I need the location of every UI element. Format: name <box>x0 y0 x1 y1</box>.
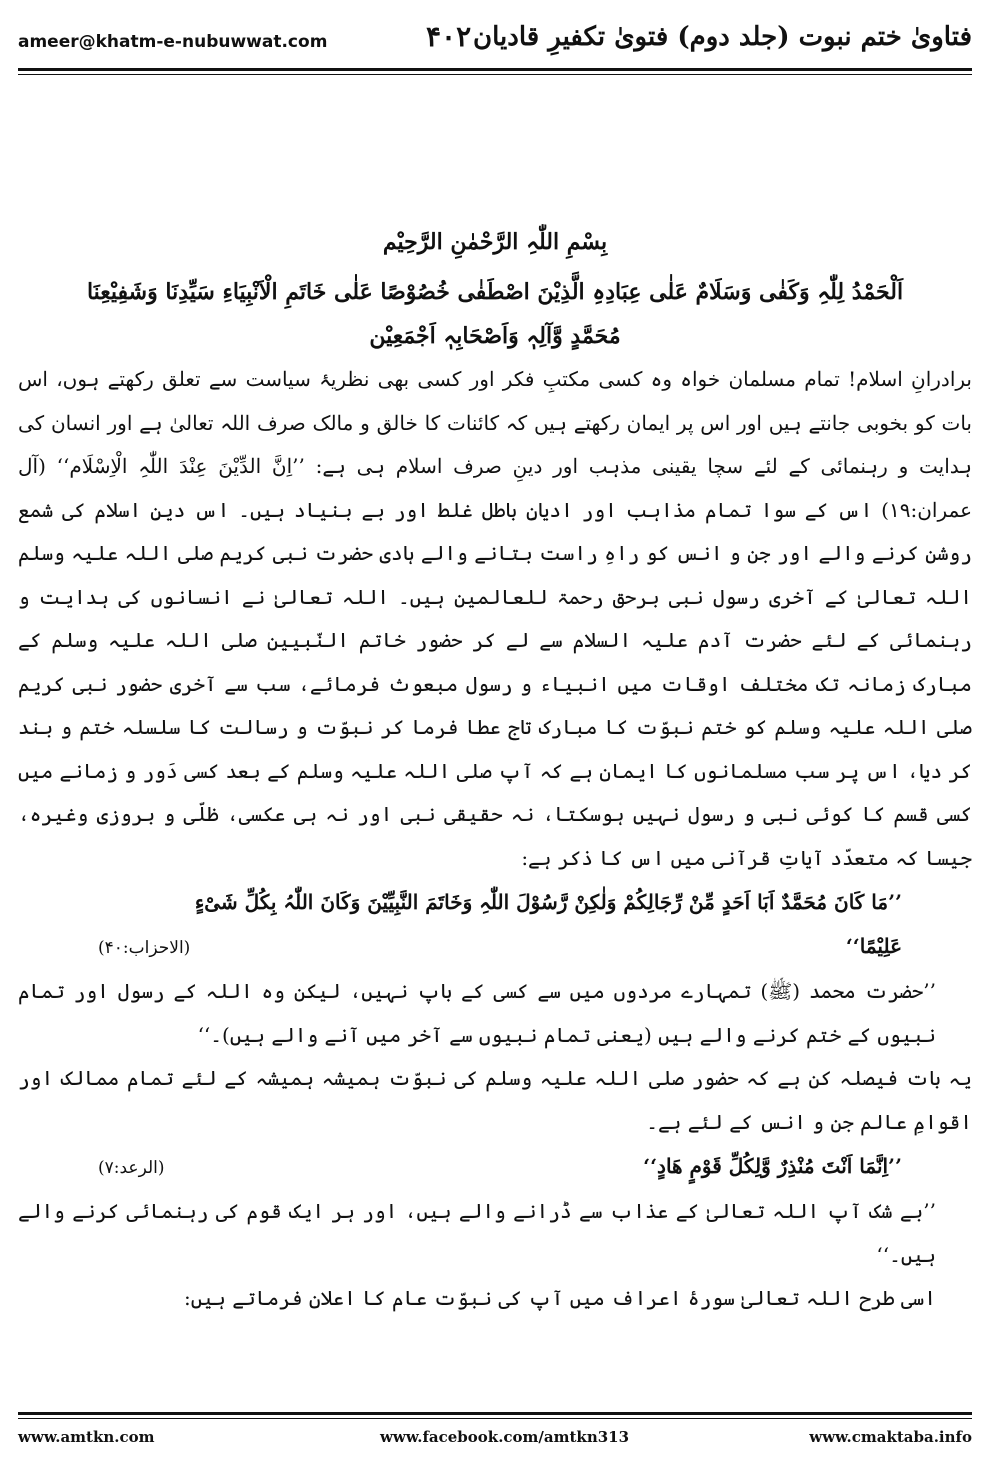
paragraph-2: یہ بات فیصلہ کن ہے کہ حضور صلی اللہ علیہ وسلم کی نبوّت ہمیشہ ہمیشہ کے لئے تمام ممالک اور اقوامِ عالم جن و انس کے لئے ہے۔ <box>18 1066 972 1134</box>
invocation-line-2: مُحَمَّدٍ وَّآلِہٖ وَاَصْحَابِہٖ اَجْمَعِیْن <box>369 323 621 349</box>
quran-verse-2-row <box>18 1144 972 1190</box>
footer-rule-thin <box>18 1418 972 1419</box>
page-number: ۴۰۲ <box>426 20 472 53</box>
translation-2: ’’بے شک آپ اللہ تعالیٰ کے عذاب سے ڈرانے والے ہیں، اور ہر ایک قوم کی رہنمائی کرنے والے ہیں۔‘‘ <box>18 1199 936 1267</box>
quran-verse-1-end: عَلِیْمًا‘‘ <box>845 934 902 958</box>
book-title: فتاویٰ ختم نبوت (جلد دوم) فتویٰ تکفیرِ قادیان <box>472 22 972 52</box>
header-email: ameer@khatm-e-nubuwwat.com <box>18 32 328 52</box>
invocation-line-1: اَلْحَمْدُ لِلّٰہِ وَکَفٰی وَسَلَامٌ عَلٰی عِبَادِہِ الَّذِیْنَ اصْطَفٰی خُصُوْصًا عَلٰی خَاتَمِ الْاَنْبِیَاءِ سَیِّدِنَا وَشَفِیْعِنَا <box>86 279 904 305</box>
bismillah: بِسْمِ اللّٰہِ الرَّحْمٰنِ الرَّحِیْم <box>382 229 608 255</box>
quran-verse-1-end-row <box>18 924 972 970</box>
verse-1-reference: (الاحزاب:۴۰) <box>98 938 191 958</box>
page-footer <box>18 1424 972 1450</box>
footer-url-center[interactable]: www.facebook.com/amtkn313 <box>380 1428 630 1446</box>
paragraph-3: اسی طرح اللہ تعالیٰ سورۂ اعراف میں آپ کی نبوّت عام کا اعلان فرماتے ہیں: <box>184 1286 936 1310</box>
verse-2-reference: (الرعد:۷) <box>98 1158 165 1178</box>
header-rule <box>18 68 972 71</box>
paragraph-1: برادرانِ اسلام! تمام مسلمان خواہ وہ کسی مکتبِ فکر اور کسی بھی نظریۂ سیاست سے تعلق رکھتے ہوں، اس بات کو بخوبی جانتے ہیں اور اس پر ایمان رکھتے ہیں کہ کائنات کا خالق و مالک صرف اللہ تعالیٰ ہے اور انسان کی ہدایت و رہنمائی کے لئے سچا یقینی مذہب اور دینِ صرف اسلام ہی ہے: ’’اِنَّ الدِّیْنَ عِنْدَ اللّٰہِ الْاِسْلَام‘‘ (آل عمران:۱۹) اس کے سوا تمام مذاہب اور ادیانِ باطل غلط اور بے بنیاد ہیں۔ اس دینِ اسلام کی شمع روشن کرنے والے اور جن و انس کو راہِ راست بتانے والے ہادی حضرت نبی کریم صلی اللہ علیہ وسلم اللہ تعالیٰ کے آخری رسول نبی برحق رحمۃ للعالمین ہیں۔ اللہ تعالیٰ نے انسانوں کی ہدایت و رہنمائی کے لئے حضرت آدم علیہ السلام سے لے کر حضور خاتم النّبیین صلی اللہ علیہ وسلم کے مبارک زمانہ تک مختلف اوقات میں انبیاء و رسول مبعوث فرمائے، سب سے آخری حضور نبی کریم صلی اللہ علیہ وسلم کو ختم نبوّت کا مبارک تاج عطا فرما کر نبوّت و رسالت کا سلسلہ ختم و بند کر دیا، اس پر سب مسلمانوں کا ایمان ہے کہ آپ صلی اللہ علیہ وسلم کے بعد کسی دَور و زمانے میں کسی قسم کا کوئی نبی و رسول نہیں ہوسکتا، نہ حقیقی نبی اور نہ ہی عکسی، ظلّی و بروزی وغیرہ، جیسا کہ متعدّد آیاتِ قرآنی میں اس کا ذکر ہے: <box>18 367 972 870</box>
footer-url-right[interactable]: www.cmaktaba.info <box>809 1428 972 1446</box>
header-rule-thin <box>18 74 972 75</box>
page-content <box>18 222 972 1392</box>
quran-verse-1: ’’مَا کَانَ مُحَمَّدٌ اَبَا اَحَدٍ مِّنْ رِّجَالِکُمْ وَلٰکِنْ رَّسُوْلَ اللّٰہِ وَخَاتَمَ النَّبِیِّیْنَ وَکَانَ اللّٰہُ بِکُلِّ شَیْءٍ <box>194 890 902 914</box>
quran-verse-2: ’’اِنَّمَا اَنْتَ مُنْذِرٌ وَّلِکُلِّ قَوْمٍ ھَادٍ‘‘ <box>643 1154 902 1178</box>
translation-1: ’’حضرت محمد (ﷺ) تمہارے مردوں میں سے کسی کے باپ نہیں، لیکن وہ اللہ کے رسول اور تمام نبیوں کے ختم کرنے والے ہیں (یعنی تمام نبیوں سے آخر میں آنے والے ہیں)۔‘‘ <box>18 979 936 1047</box>
footer-rule <box>18 1412 972 1415</box>
footer-url-left[interactable]: www.amtkn.com <box>18 1428 155 1446</box>
page-header <box>18 18 972 68</box>
